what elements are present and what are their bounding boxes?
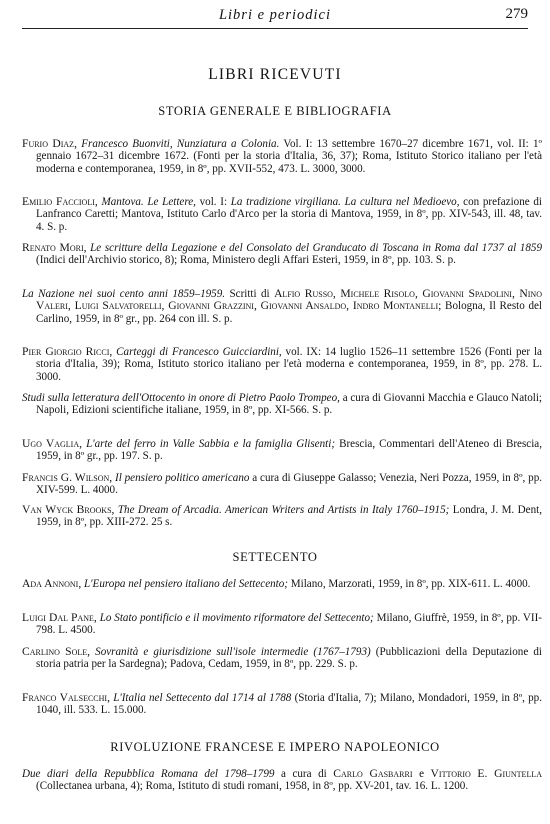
entry-author: Francis G. Wilson, bbox=[22, 471, 113, 484]
entry-details: Bologna, Il Resto del Carlino, 1959, in 8º gr., pp. 264 con ill. S. p. bbox=[36, 300, 542, 325]
entry-details: a cura di Giuseppe Galasso; Venezia, Neri Pozza, 1959, in 8º, pp. XIV-599. L. 4000. bbox=[36, 472, 543, 497]
running-head bbox=[22, 2, 528, 29]
bibliography-entry bbox=[22, 692, 542, 717]
entry-details: (Storia d'Italia, 7); Milano, Mondadori, 1959, in 8º, pp. 1040, ill. 533. L. 15.000. bbox=[36, 692, 542, 717]
bibliography-entry bbox=[22, 646, 542, 671]
entry-details: Milano, Marzorati, 1959, in 8º, pp. XIX-611. L. 4000. bbox=[290, 578, 531, 590]
entry-author: Emilio Faccioli, bbox=[22, 195, 98, 208]
entry-details: vol. I: bbox=[199, 196, 228, 208]
entry-title: Il pensiero politico americano bbox=[115, 472, 250, 484]
entry-editor: Carlo Gasbarri bbox=[333, 767, 413, 780]
bibliography-entry bbox=[22, 346, 542, 383]
section-heading-storia-generale: STORIA GENERALE E BIBLIOGRAFIA bbox=[158, 104, 392, 118]
entry-title: Francesco Buonviti, Nunziatura a Colonia. bbox=[81, 138, 280, 150]
entry-title: L'arte del ferro in Valle Sabbia e la famiglia Glisenti; bbox=[86, 438, 336, 450]
entry-title: Carteggi di Francesco Guicciardini, bbox=[116, 346, 282, 358]
bibliography-entry bbox=[22, 196, 542, 233]
entry-author: Ada Annoni, bbox=[22, 577, 82, 590]
page-number: 279 bbox=[505, 6, 528, 22]
bibliography-entry bbox=[22, 768, 542, 793]
entry-title: Mantova. Le Lettere, bbox=[101, 196, 196, 208]
bibliography-entry bbox=[22, 578, 542, 590]
bibliography-entry bbox=[22, 504, 542, 529]
entry-title: L'Italia nel Settecento dal 1714 al 1788 bbox=[113, 692, 292, 704]
entry-details: Vol. I: 13 settembre 1670–27 dicembre 1671, vol. II: 1º gennaio 1672–31 dicembre 1672. (Fonti per la storia d'Italia, 36, 37); Roma, Istituto Storico italiano per l'età moderna e contemporanea, 1959, in 8º, pp. XVII-552, 473. L. 3000, 3000. bbox=[36, 138, 542, 175]
entry-author: Ugo Vaglia, bbox=[22, 437, 83, 450]
bibliography-entry bbox=[22, 612, 542, 637]
entry-author: Luigi Dal Pane, bbox=[22, 611, 97, 624]
entry-details: con prefazione di Lanfranco Caretti; Mantova, Istituto Carlo d'Arco per la storia di Mantova, 1959, in 8º, pp. XIV-543, ill. 48, tav. 4. S. p. bbox=[36, 196, 542, 233]
entry-title: The Dream of Arcadia. American Writers and Artists in Italy 1760–1915; bbox=[117, 504, 450, 516]
entry-details: (Collectanea urbana, 4); Roma, Istituto di studi romani, 1958, in 8º, pp. XV-201, tav. 16. L. 1200. bbox=[36, 780, 469, 793]
entry-title: L'Europa nel pensiero italiano del Settecento; bbox=[84, 578, 288, 590]
entry-details: a cura di Giovanni Macchia e Glauco Natoli; Napoli, Edizioni scientifiche italiane, 1959, in 8º, pp. XI-566. S. p. bbox=[36, 392, 542, 417]
entry-author: Furio Diaz, bbox=[22, 137, 77, 150]
entry-details: Londra, J. M. Dent, 1959, in 8º, pp. XIII-272. 25 s. bbox=[36, 504, 542, 529]
running-title: Libri e periodici bbox=[218, 7, 332, 23]
entry-title: Le scritture della Legazione e del Consolato del Granducato di Toscana in Roma dal 1737 al 1859 bbox=[90, 242, 542, 254]
entry-editor: Vittorio E. Giuntella bbox=[430, 767, 542, 780]
entry-author: Van Wyck Brooks, bbox=[22, 503, 115, 516]
entry-details: (Pubblicazioni della Deputazione di storia patria per la Sardegna); Padova, Cedam, 1959, in 8º, pp. 229. S. p. bbox=[36, 646, 542, 671]
entry-author: Carlino Sole, bbox=[22, 645, 91, 658]
entry-title: La Nazione nei suoi cento anni 1859–1959. bbox=[22, 288, 226, 300]
entry-author: Renato Mori, bbox=[22, 241, 87, 254]
entry-details: Scritti di bbox=[229, 288, 270, 300]
section-heading-rivoluzione-francese: RIVOLUZIONE FRANCESE E IMPERO NAPOLEONICO bbox=[110, 740, 440, 754]
entry-details: (Indici dell'Archivio storico, 8); Roma, Ministero degli Affari Esteri, 1959, in 8º, pp. 103. S. p. bbox=[36, 254, 456, 267]
bibliography-entry bbox=[22, 288, 542, 325]
main-title: LIBRI RICEVUTI bbox=[208, 66, 342, 83]
entry-details: e bbox=[419, 768, 424, 780]
entry-details: Brescia, Commentari dell'Ateneo di Brescia, 1959, in 8º gr., pp. 197. S. p. bbox=[36, 438, 542, 463]
bibliography-entry bbox=[22, 242, 542, 267]
entry-details: Milano, Giuffrè, 1959, in 8º, pp. VII-798. L. 4500. bbox=[36, 612, 543, 637]
entry-details: vol. IX: 14 luglio 1526–11 settembre 1526 (Fonti per la storia d'Italia, 39); Roma, Istituto storico italiano per l'età moderna e contemporanea, 1959, in 8º, pp. 278. L. 3000. bbox=[36, 346, 542, 383]
bibliography-entry bbox=[22, 138, 542, 175]
entry-authors: Alfio Russo, Michele Risolo, Giovanni Spadolini, Nino Valeri, Luigi Salvatorelli, Giovanni Grazzini, Giovanni Ansaldo, Indro Montanelli; bbox=[36, 287, 542, 313]
entry-title: Studi sulla letteratura dell'Ottocento in onore di Pietro Paolo Trompeo, bbox=[22, 392, 340, 404]
bibliography-entry bbox=[22, 392, 542, 417]
section-heading-settecento: SETTECENTO bbox=[232, 550, 318, 564]
bibliography-entry bbox=[22, 438, 542, 463]
entry-author: Franco Valsecchi, bbox=[22, 691, 110, 704]
entry-title: Sovranità e giurisdizione sull'isole intermedie (1767–1793) bbox=[95, 646, 371, 658]
entry-details: a cura di bbox=[281, 768, 327, 780]
entry-subtitle: La tradizione virgiliana. La cultura nel Medioevo, bbox=[230, 196, 460, 208]
entry-title: Lo Stato pontificio e il movimento riformatore del Settecento; bbox=[99, 612, 374, 624]
bibliography-entry bbox=[22, 472, 542, 497]
entry-author: Pier Giorgio Ricci, bbox=[22, 345, 113, 358]
entry-title: Due diari della Repubblica Romana del 1798–1799 bbox=[22, 768, 275, 780]
